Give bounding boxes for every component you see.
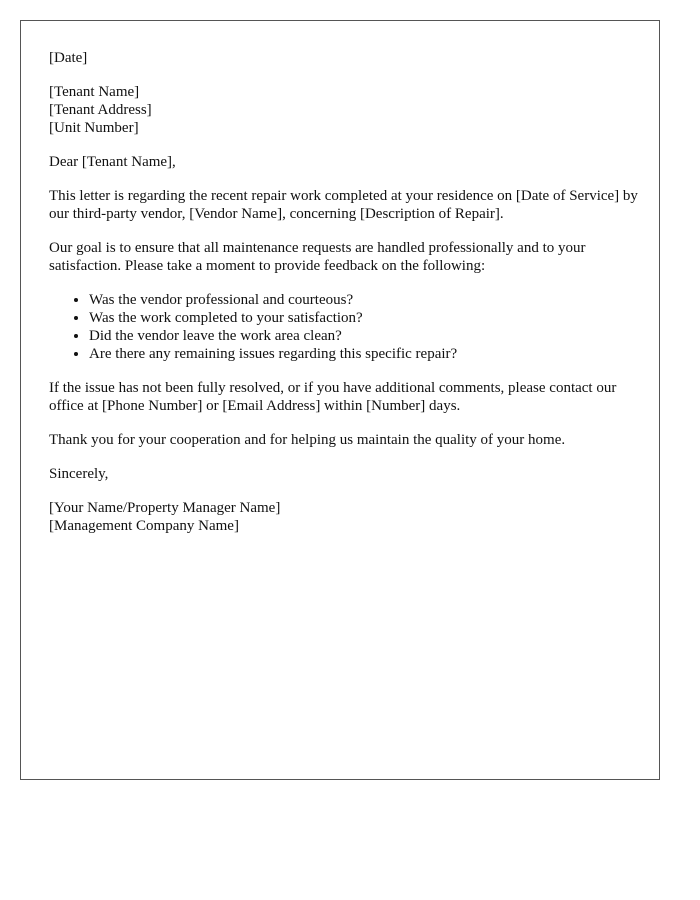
list-item: • Are there any remaining issues regarding this specific repair? [89,345,639,363]
salutation: Dear [Tenant Name], [49,154,176,170]
tenant-name: [Tenant Name] [49,84,140,100]
list-item: • Was the vendor professional and courteous? [89,291,639,309]
intro-paragraph: This letter is regarding the recent repair work completed at your residence on [Date of Service] by our third-party vendor, [Vendor Name], concerning [Description of Repair]. [49,188,638,222]
list-item: • Was the work completed to your satisfaction? [89,309,639,327]
list-item: • Did the vendor leave the work area clean? [89,327,639,345]
goal-paragraph: Our goal is to ensure that all maintenance requests are handled professionally and to your satisfaction. Please take a moment to provide feedback on the following: [49,240,586,274]
tenant-address: [Tenant Address] [49,102,152,118]
feedback-question-list [49,291,639,363]
letter-page [20,20,660,780]
thanks-paragraph: Thank you for your cooperation and for helping us maintain the quality of your home. [49,432,566,448]
letter-body [49,49,639,551]
signature-block [49,499,639,535]
contact-paragraph: If the issue has not been fully resolved, or if you have additional comments, please contact our office at [Phone Number] or [Email Address] within [Number] days. [49,380,617,414]
letter-date: [Date] [49,50,88,66]
signer-name: [Your Name/Property Manager Name] [49,500,281,516]
company-name: [Management Company Name] [49,518,239,534]
recipient-address-block [49,83,639,137]
closing: Sincerely, [49,466,109,482]
unit-number: [Unit Number] [49,120,139,136]
